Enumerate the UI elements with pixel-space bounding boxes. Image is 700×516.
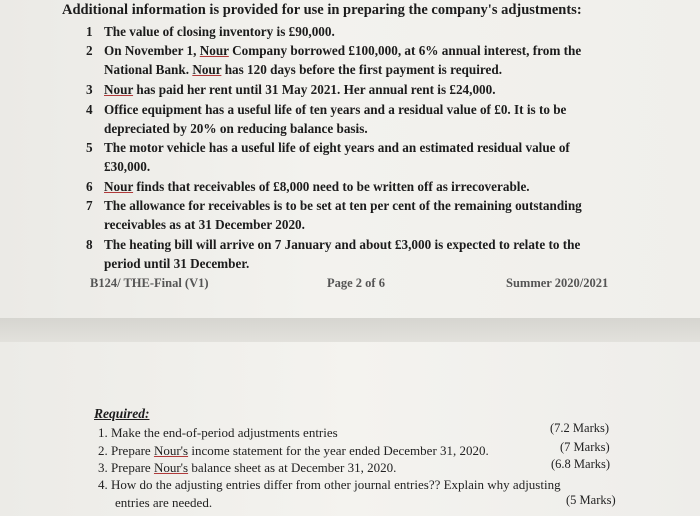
required-item-4: 4. How do the adjusting entries differ from other journal entries?? Explain why adjusting entries are needed. [98,477,561,510]
page-separator [0,318,700,342]
required-item-2: 2. Prepare Nour's income statement for the year ended December 31, 2020. [98,443,489,458]
footer-term: Summer 2020/2021 [506,276,609,290]
footer-course-code: B124/ THE-Final (V1) [90,276,209,290]
required-title: Required: [94,406,150,421]
required-marks-3: (6.8 Marks) [551,457,611,471]
section-heading: Additional information is provided for use in preparing the company's adjustments: [62,2,582,18]
footer-page-number: Page 2 of 6 [327,276,385,290]
required-marks-4: (5 Marks) [566,493,616,507]
required-item-3: 3. Prepare Nour's balance sheet as at December 31, 2020. [98,460,397,475]
required-marks-1: (7.2 Marks) [550,421,610,435]
required-marks-2: (7 Marks) [560,440,610,454]
required-item-1: 1. Make the end-of-period adjustments entries [98,425,338,440]
document-photo: Additional information is provided for use in preparing the company's adjustments: 1 The value of closing inventory is £90,000. 2 On November 1, Nour Company borrowed £100,000, at 6% annual interest, from the National Bank. Nour has 120 days before the first payment is required. 3 Nour has paid her rent until 31 May 2021. Her annual rent is £24,000. 4 Office equipment has a useful life of ten years and a residual value of £0. It is to be depreciated by 20% on reducing balance basis. 5 The motor vehicle has a useful life of eight years and an estimated residual value of £30,000. 6 Nour finds that receivables of £8,000 need to be written off as irrecoverable. 7 The allowance for receivables is to be set at ten per cent of the remaining outstanding receivables as at 31 December 2020. 8 The heating bill will arrive on 7 January and about £3,000 is expected to relate to the period until 31 December. B124/ THE-Final (V1) Page 2 of 6 Summer 2020/2021 Required: 1. Make the end-of-period adjustments entries (7.2 Marks) 2. Prepare Nour's income statement for the year ended December 31, 2020. (7 Marks) 3. Prepare Nour's balance sheet as at December 31, 2020. (6.8 Marks) 4. How do the adjusting entries differ from other journal entries?? Explain why adjusting entries are needed. (5 Marks) [0,0,700,516]
